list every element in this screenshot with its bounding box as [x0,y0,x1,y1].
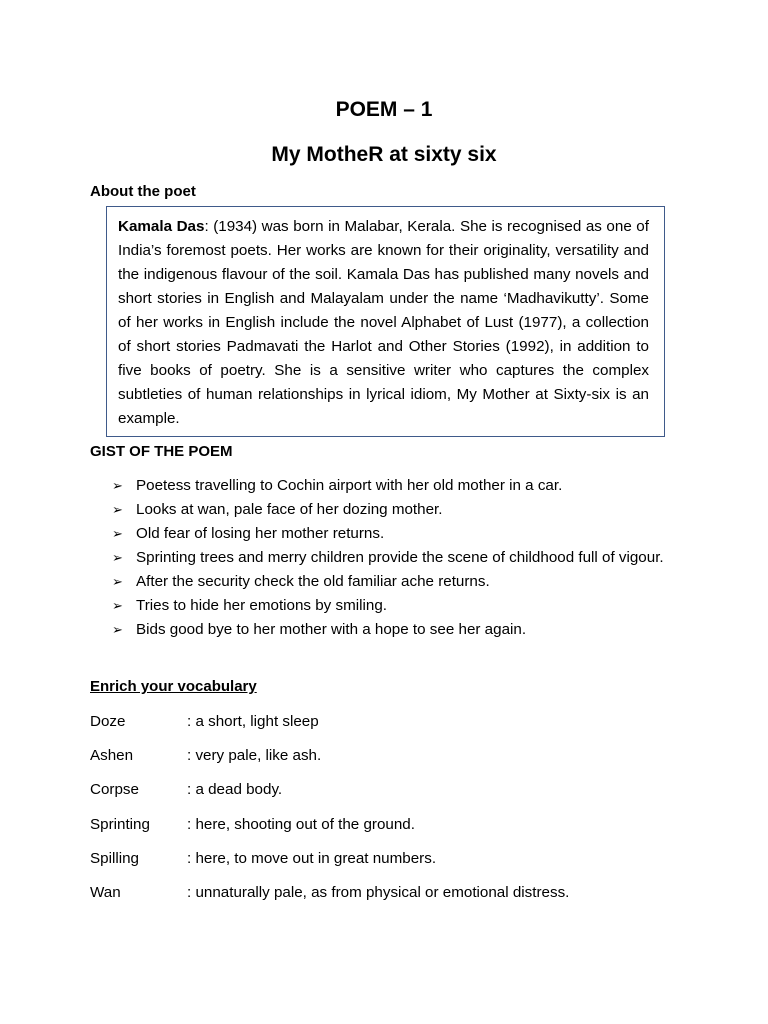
poet-name: Kamala Das [118,218,205,235]
gist-item-text: Poetess travelling to Cochin airport with her old mother in a car. [136,477,563,494]
gist-item [112,546,677,570]
vocabulary-list [90,710,690,915]
vocabulary-heading: Enrich your vocabulary [90,678,257,695]
gist-item [112,570,677,594]
poet-bio-text: : (1934) was born in Malabar, Kerala. She is recognised as one of India’s foremost poets. Her works are known for their originality, versatility and the indigenous flavour of the soil. Kamala Das has published many novels and short stories in English and Malayalam under the name ‘Madhavikutty’. Some of her works in English include the novel Alphabet of Lust (1977), a collection of short stories Padmavati the Harlot and Other Stories (1992), in addition to five books of poetry. She is a sensitive writer who captures the complex subtleties of human relationships in lyrical idiom, My Mother at Sixty-six is an example. [118,218,649,427]
vocabulary-entry [90,778,690,812]
vocabulary-word: Doze [90,713,126,730]
poet-bio-box [106,206,665,437]
vocabulary-entry [90,847,690,881]
arrow-bullet-icon: ➢ [112,502,123,517]
arrow-bullet-icon: ➢ [112,598,123,613]
vocabulary-definition: : here, shooting out of the ground. [187,815,415,833]
arrow-bullet-icon: ➢ [112,478,123,493]
gist-list [112,474,677,642]
arrow-bullet-icon: ➢ [112,622,123,637]
gist-item-text: After the security check the old familiar ache returns. [136,573,490,590]
vocabulary-word: Sprinting [90,815,150,833]
vocabulary-definition: : unnaturally pale, as from physical or emotional distress. [187,883,570,901]
gist-item-text: Looks at wan, pale face of her dozing mother. [136,501,443,518]
vocabulary-word: Corpse [90,781,139,799]
gist-item [112,594,677,618]
arrow-bullet-icon: ➢ [112,574,123,589]
vocabulary-definition: : a short, light sleep [187,713,319,730]
vocabulary-definition: : a dead body. [187,781,283,799]
vocabulary-word: Wan [90,883,121,901]
gist-item-text: Tries to hide her emotions by smiling. [136,597,387,614]
gist-item [112,618,677,642]
vocabulary-word: Ashen [90,747,134,765]
vocabulary-entry [90,744,690,778]
vocabulary-entry [90,710,690,744]
poem-title: My MotheR at sixty six [271,143,497,166]
vocabulary-word: Spilling [90,849,139,867]
poem-number: POEM – 1 [335,98,433,121]
gist-item-text: Sprinting trees and merry children provide the scene of childhood full of vigour. [136,549,664,566]
gist-item [112,474,677,498]
vocabulary-entry [90,881,690,915]
arrow-bullet-icon: ➢ [112,526,123,541]
vocabulary-definition: : very pale, like ash. [187,747,322,765]
arrow-bullet-icon: ➢ [112,550,123,565]
gist-item-text: Old fear of losing her mother returns. [136,525,385,542]
gist-heading: GIST OF THE POEM [90,443,233,460]
vocabulary-entry [90,813,690,847]
gist-item-text: Bids good bye to her mother with a hope to see her again. [136,621,527,638]
gist-item [112,498,677,522]
about-poet-heading: About the poet [90,183,196,200]
gist-item [112,522,677,546]
vocabulary-definition: : here, to move out in great numbers. [187,849,437,867]
